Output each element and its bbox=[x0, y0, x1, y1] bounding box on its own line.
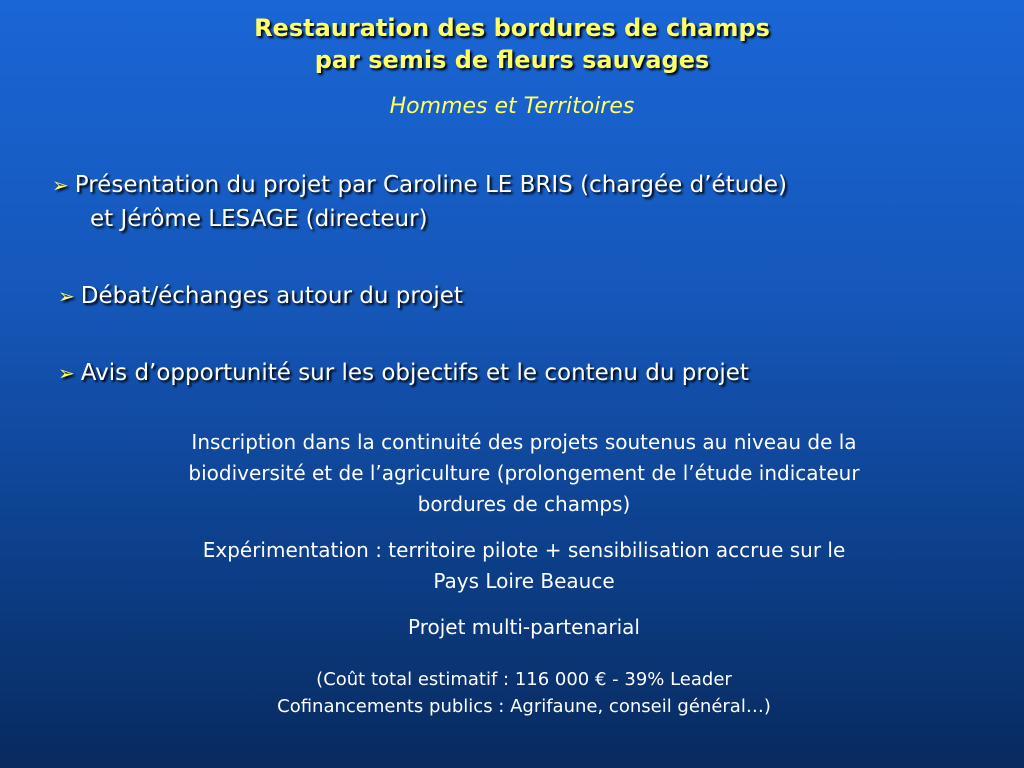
bullet-text-line1: Avis d’opportunité sur les objectifs et le contenu du projet bbox=[80, 360, 749, 386]
bullet-debat bbox=[58, 279, 463, 313]
bullet-avis bbox=[58, 356, 749, 390]
arrow-bullet-icon: ➢ bbox=[58, 361, 75, 385]
paragraph-line: Inscription dans la continuité des projets soutenus au niveau de la bbox=[191, 430, 857, 454]
paragraph-experimentation bbox=[80, 535, 968, 597]
paragraph-partenarial bbox=[80, 612, 968, 643]
cost-line: (Coût total estimatif : 116 000 € - 39% Leader bbox=[316, 669, 732, 690]
paragraph-line: Expérimentation : territoire pilote + sensibilisation accrue sur le bbox=[202, 538, 846, 562]
paragraph-line: bordures de champs) bbox=[417, 492, 631, 516]
cost-note bbox=[80, 666, 968, 720]
slide-title bbox=[0, 12, 1024, 76]
slide-title-line2: par semis de fleurs sauvages bbox=[314, 46, 710, 74]
bullet-text-line2: et Jérôme LESAGE (directeur) bbox=[90, 206, 428, 232]
bullet-text-line1: Débat/échanges autour du projet bbox=[80, 283, 463, 309]
paragraph-line: biodiversité et de l’agriculture (prolongement de l’étude indicateur bbox=[188, 461, 860, 485]
arrow-bullet-icon: ➢ bbox=[58, 284, 75, 308]
slide-title-line1: Restauration des bordures de champs bbox=[254, 14, 770, 42]
bullet-text-line1: Présentation du projet par Caroline LE BRIS (chargée d’étude) bbox=[74, 172, 788, 198]
paragraph-inscription bbox=[80, 427, 968, 520]
cost-line: Cofinancements publics : Agrifaune, conseil général…) bbox=[277, 696, 771, 717]
slide-subtitle: Hommes et Territoires bbox=[389, 94, 635, 119]
bullet-presentation bbox=[52, 168, 787, 236]
paragraph-line: Projet multi-partenarial bbox=[408, 615, 640, 639]
paragraph-line: Pays Loire Beauce bbox=[433, 569, 615, 593]
arrow-bullet-icon: ➢ bbox=[52, 173, 69, 197]
